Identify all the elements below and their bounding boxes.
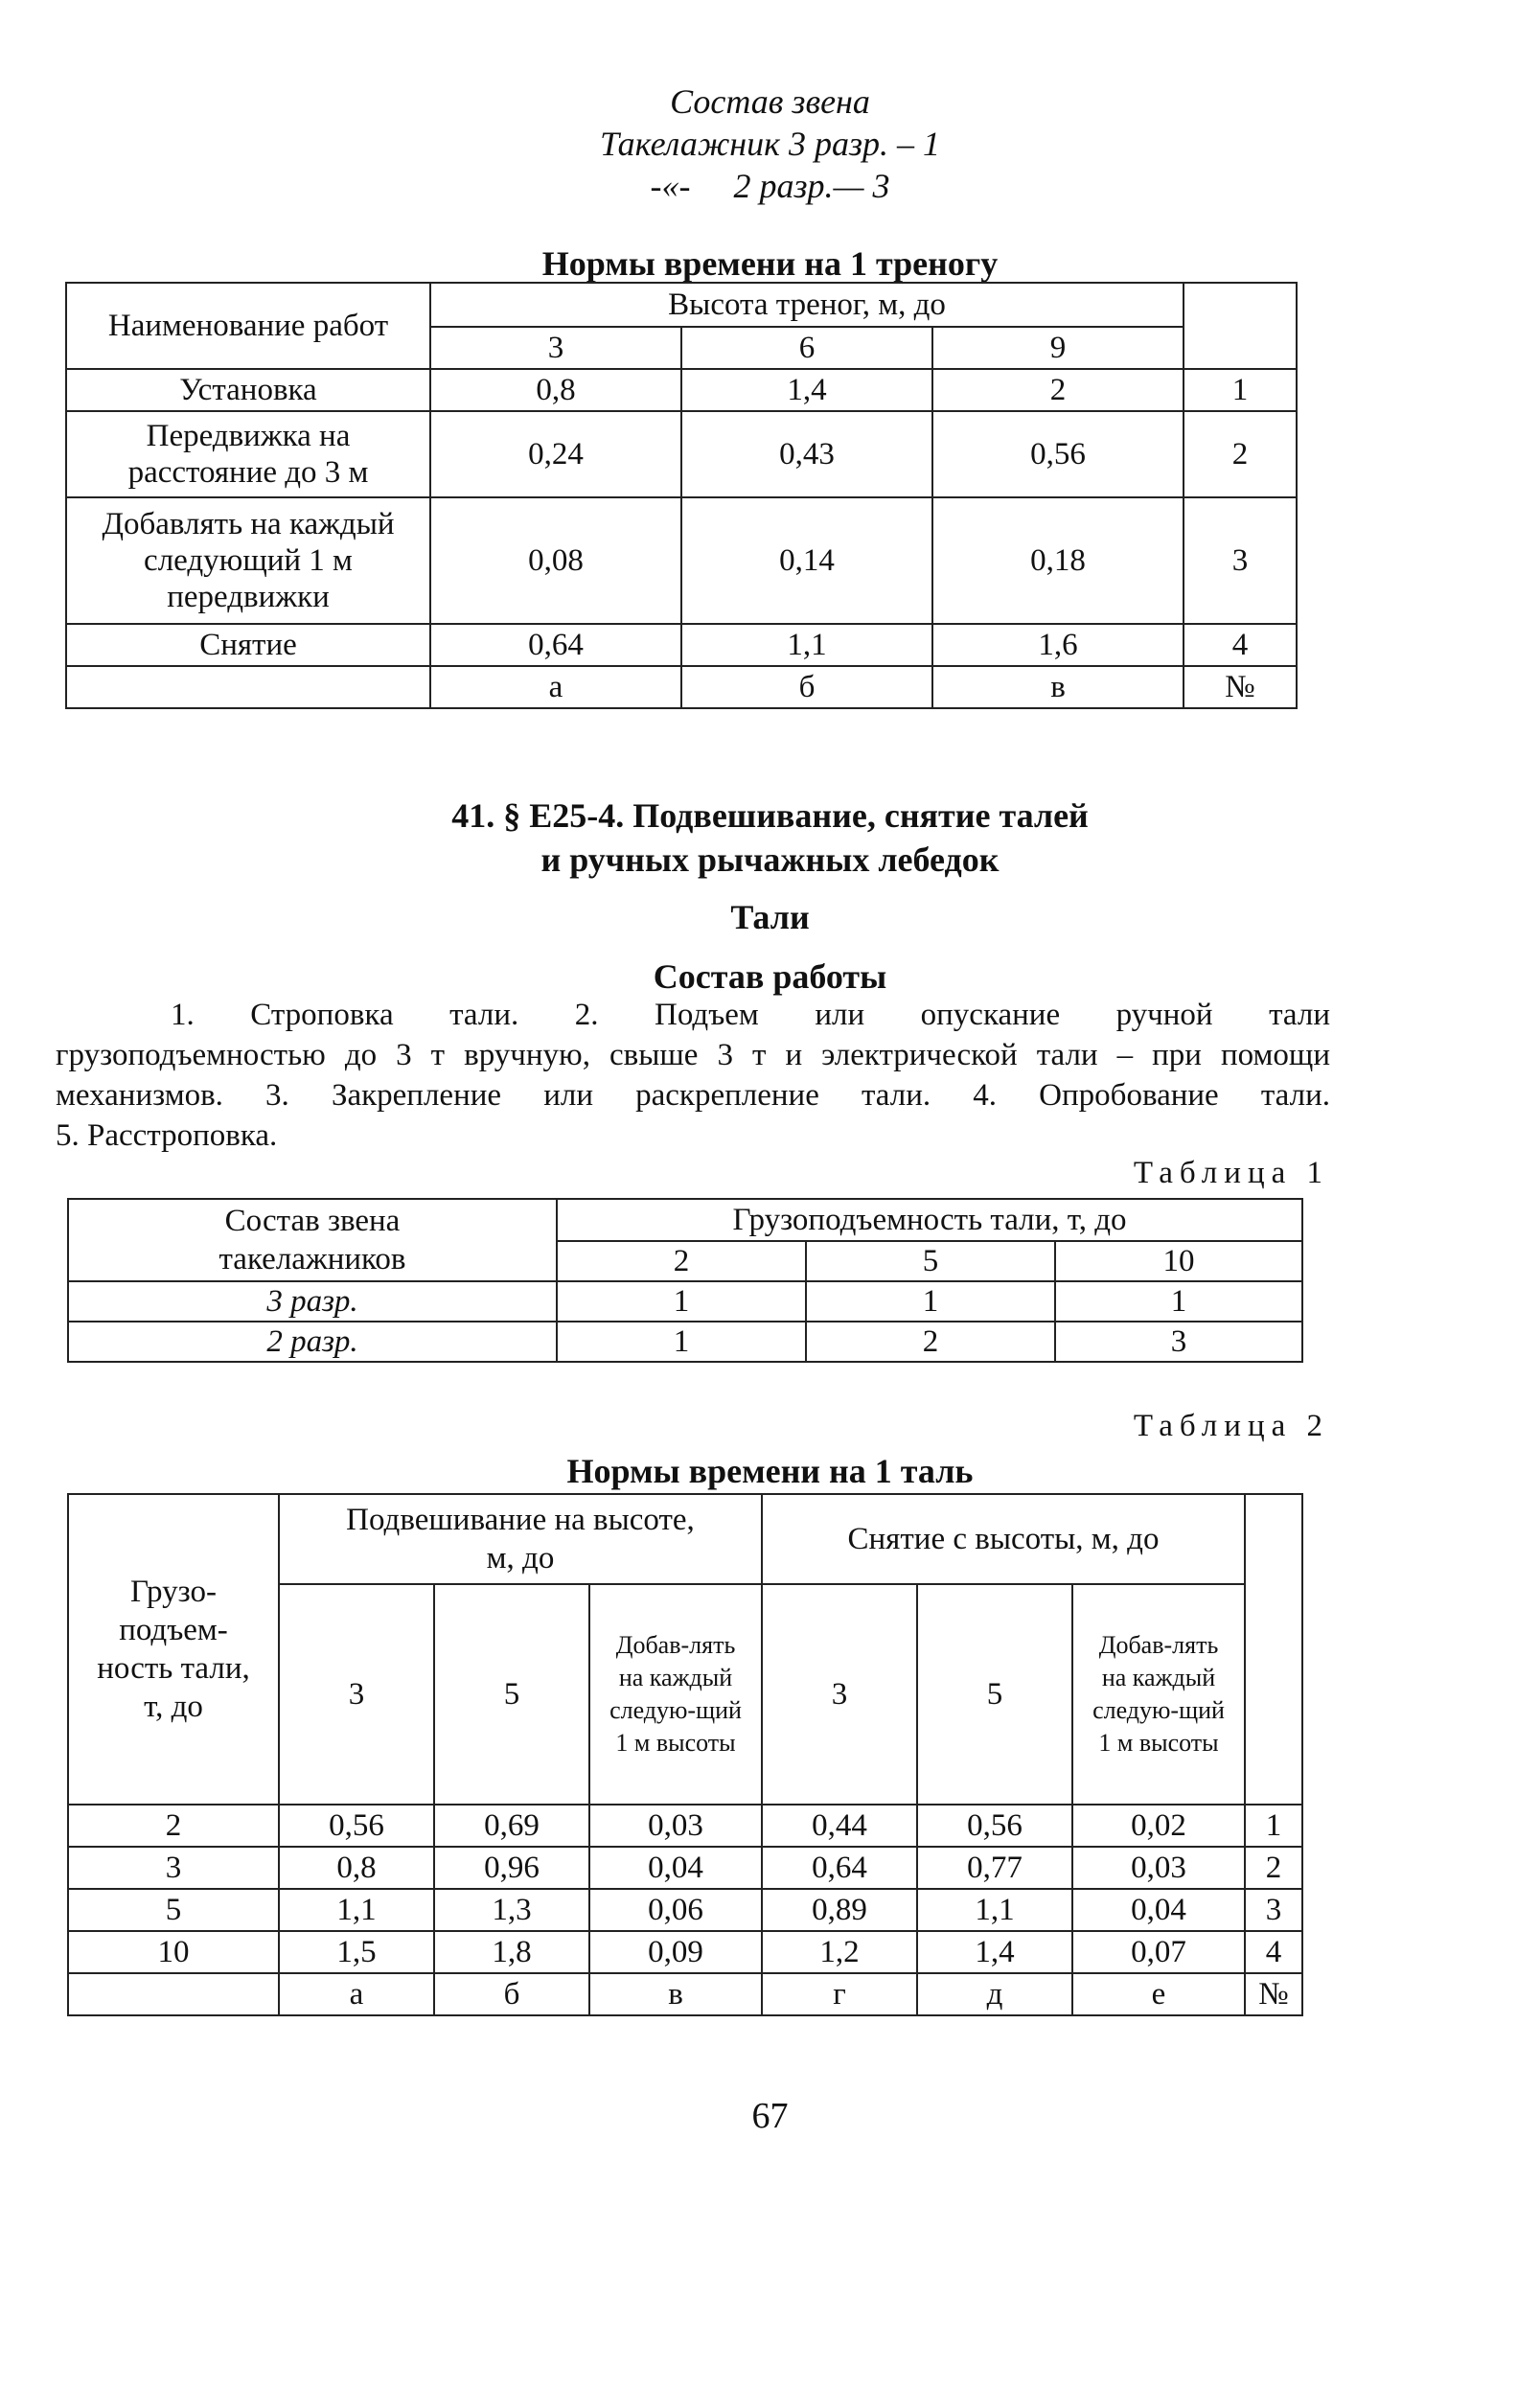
table3-cell: 1,3	[434, 1889, 589, 1931]
table1-cell: 1,1	[681, 624, 932, 666]
table3-cell: 1,1	[279, 1889, 434, 1931]
table3-row-capacity: 2	[68, 1805, 279, 1847]
crew-title: Состав звена	[670, 82, 870, 121]
table-row	[68, 1931, 1302, 1973]
table2-capacity-col: 10	[1055, 1241, 1302, 1281]
work-line: 1. Строповка тали. 2. Подъем или опускание ручной тали	[171, 998, 1330, 1032]
table1-num-label: №	[1184, 666, 1297, 708]
table1-work-name-header: Наименование работ	[66, 283, 430, 369]
table3-sub-header: 5	[434, 1584, 589, 1805]
table-row	[68, 1322, 1302, 1362]
table1-row-num: 2	[1184, 411, 1297, 497]
work-composition-heading: Состав работы	[653, 957, 887, 996]
table1-row-num: 3	[1184, 497, 1297, 624]
table3-num-label: №	[1245, 1973, 1302, 2015]
table1-cell: 0,8	[430, 369, 681, 411]
table1-cell: 0,24	[430, 411, 681, 497]
crew-composition-table	[67, 1198, 1303, 1363]
table2-capacity-col: 5	[806, 1241, 1055, 1281]
table2-cell: 1	[557, 1322, 806, 1362]
table1-cell: 0,56	[932, 411, 1184, 497]
table2-crew-header: Состав звена такелажников	[68, 1199, 557, 1281]
table2-capacity-header: Грузоподъемность тали, т, до	[557, 1199, 1302, 1241]
table1-cell: 0,64	[430, 624, 681, 666]
crew-line-2: -«- 2 разр.— 3	[650, 167, 890, 205]
table2-cell: 1	[557, 1281, 806, 1322]
table1-height-header: Высота треног, м, до	[430, 283, 1184, 327]
table3-cell: 0,89	[762, 1889, 917, 1931]
table3-cell: 0,64	[762, 1847, 917, 1889]
table3-sub-header: Добав-лять на каждый следую-щий 1 м высоты	[589, 1584, 762, 1805]
table1-cell: 1,4	[681, 369, 932, 411]
table3-row-num: 4	[1245, 1931, 1302, 1973]
table3-sub-header: 3	[762, 1584, 917, 1805]
table3-hang-header: Подвешивание на высоте, м, до	[279, 1494, 762, 1584]
table2-cell: 2	[806, 1322, 1055, 1362]
table1-height-col: 9	[932, 327, 1184, 369]
table3-cell: 0,44	[762, 1805, 917, 1847]
section-heading-line-1: 41. § Е25-4. Подвешивание, снятие талей	[451, 796, 1089, 835]
table3-col-letter: в	[589, 1973, 762, 2015]
table3-num-header-blank	[1245, 1494, 1302, 1805]
work-line: механизмов. 3. Закрепление или раскрепление тали. 4. Опробование тали.	[56, 1078, 1330, 1113]
table3-cell: 0,04	[589, 1847, 762, 1889]
crew-line-1: Такелажник 3 разр. – 1	[599, 125, 941, 163]
table1-num-header-blank	[1184, 283, 1297, 369]
table3-row-num: 2	[1245, 1847, 1302, 1889]
table3-sub-header: Добав-лять на каждый следую-щий 1 м высоты	[1072, 1584, 1245, 1805]
work-line: грузоподъемностью до 3 т вручную, свыше 3 т и электрической тали – при помощи	[56, 1038, 1330, 1072]
table2-row-name: 3 разр.	[68, 1281, 557, 1322]
table3-cell: 0,8	[279, 1847, 434, 1889]
table-row	[66, 369, 1297, 411]
table3-cell: 0,96	[434, 1847, 589, 1889]
table3-cell: 0,02	[1072, 1805, 1245, 1847]
table2-cell: 1	[806, 1281, 1055, 1322]
table-row	[66, 411, 1297, 497]
table2-cell: 3	[1055, 1322, 1302, 1362]
section-heading-line-2: и ручных рычажных лебедок	[540, 840, 1000, 879]
table1-col-letter: в	[932, 666, 1184, 708]
table1-row-num: 4	[1184, 624, 1297, 666]
table3-cell: 1,1	[917, 1889, 1072, 1931]
table-row	[68, 1281, 1302, 1322]
section-heading	[0, 794, 1540, 882]
table3-cell: 1,8	[434, 1931, 589, 1973]
table1-cell: 2	[932, 369, 1184, 411]
table1-height-col: 3	[430, 327, 681, 369]
table3-row-capacity: 5	[68, 1889, 279, 1931]
table3-capacity-header: Грузо-подъем-ность тали, т, до	[68, 1494, 279, 1805]
table1-col-letter: а	[430, 666, 681, 708]
table3-cell: 0,56	[917, 1805, 1072, 1847]
table-row	[68, 1889, 1302, 1931]
tripod-norms-table	[65, 282, 1298, 709]
table-row	[66, 497, 1297, 624]
table1-cell: 1,6	[932, 624, 1184, 666]
work-composition-text	[56, 995, 1330, 1156]
table2-row-name: 2 разр.	[68, 1322, 557, 1362]
table3-cell: 0,03	[589, 1805, 762, 1847]
table1-col-letter: б	[681, 666, 932, 708]
table3-cell: 0,69	[434, 1805, 589, 1847]
table1-caption: Нормы времени на 1 треногу	[541, 244, 999, 283]
table1-row-name: Добавлять на каждый следующий 1 м передвижки	[66, 497, 430, 624]
table3-sub-header: 5	[917, 1584, 1072, 1805]
table3-row-capacity: 10	[68, 1931, 279, 1973]
table3-cell: 1,2	[762, 1931, 917, 1973]
table3-row-capacity: 3	[68, 1847, 279, 1889]
table3-cell: 0,77	[917, 1847, 1072, 1889]
table3-col-letter: е	[1072, 1973, 1245, 2015]
table1-row-name: Снятие	[66, 624, 430, 666]
table3-cell: 1,5	[279, 1931, 434, 1973]
table3-cell: 0,03	[1072, 1847, 1245, 1889]
table1-cell: 0,14	[681, 497, 932, 624]
table2-cell: 1	[1055, 1281, 1302, 1322]
table3-row-num: 1	[1245, 1805, 1302, 1847]
table3-cell: 0,09	[589, 1931, 762, 1973]
table3-cell: 0,04	[1072, 1889, 1245, 1931]
table3-label: Таблица 2	[1133, 1409, 1329, 1443]
table2-label: Таблица 1	[1133, 1156, 1329, 1190]
crew-composition	[0, 80, 1540, 207]
table3-cell: 0,56	[279, 1805, 434, 1847]
table1-cell: 0,18	[932, 497, 1184, 624]
table1-row-num: 1	[1184, 369, 1297, 411]
work-line: 5. Расстроповка.	[56, 1118, 278, 1153]
table1-cell: 0,08	[430, 497, 681, 624]
table1-letter-blank	[66, 666, 430, 708]
table3-cell: 1,4	[917, 1931, 1072, 1973]
table1-cell: 0,43	[681, 411, 932, 497]
table3-row-num: 3	[1245, 1889, 1302, 1931]
table1-height-col: 6	[681, 327, 932, 369]
table-row	[68, 1973, 1302, 2015]
hoist-norms-table	[67, 1493, 1303, 2016]
table3-cell: 0,06	[589, 1889, 762, 1931]
table-row	[68, 1847, 1302, 1889]
table3-cell: 0,07	[1072, 1931, 1245, 1973]
table2-capacity-col: 2	[557, 1241, 806, 1281]
table1-row-name: Установка	[66, 369, 430, 411]
table-row	[68, 1805, 1302, 1847]
table3-remove-header: Снятие с высоты, м, до	[762, 1494, 1245, 1584]
table3-letter-blank	[68, 1973, 279, 2015]
table3-col-letter: г	[762, 1973, 917, 2015]
page-number: 67	[751, 2096, 789, 2136]
table3-caption: Нормы времени на 1 таль	[566, 1452, 974, 1490]
table3-col-letter: б	[434, 1973, 589, 2015]
subheading-hoists: Тали	[730, 898, 810, 936]
table3-sub-header: 3	[279, 1584, 434, 1805]
table3-col-letter: а	[279, 1973, 434, 2015]
table1-row-name: Передвижка на расстояние до 3 м	[66, 411, 430, 497]
table3-col-letter: д	[917, 1973, 1072, 2015]
table-row	[66, 624, 1297, 666]
table-row	[66, 666, 1297, 708]
